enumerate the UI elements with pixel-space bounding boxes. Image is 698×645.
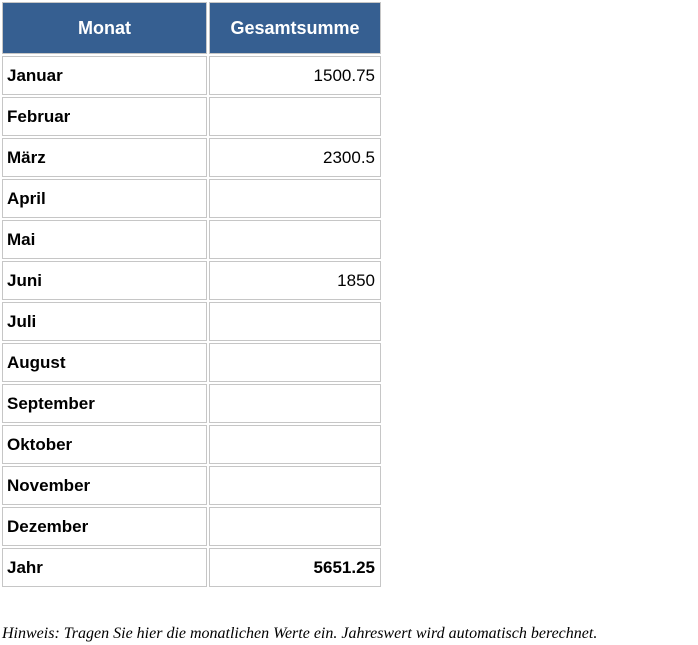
month-cell-mai: Mai xyxy=(2,220,207,259)
value-cell-august[interactable] xyxy=(209,343,381,382)
total-label-cell: Jahr xyxy=(2,548,207,587)
value-cell-april[interactable] xyxy=(209,179,381,218)
table-row xyxy=(2,179,381,218)
table-row xyxy=(2,343,381,382)
column-header-monat: Monat xyxy=(2,2,207,54)
value-cell-maerz[interactable]: 2300.5 xyxy=(209,138,381,177)
table-row xyxy=(2,384,381,423)
value-cell-januar[interactable]: 1500.75 xyxy=(209,56,381,95)
total-row xyxy=(2,548,381,587)
month-cell-november: November xyxy=(2,466,207,505)
month-cell-april: April xyxy=(2,179,207,218)
value-cell-september[interactable] xyxy=(209,384,381,423)
table-row xyxy=(2,97,381,136)
month-cell-august: August xyxy=(2,343,207,382)
value-cell-mai[interactable] xyxy=(209,220,381,259)
value-cell-dezember[interactable] xyxy=(209,507,381,546)
value-cell-juli[interactable] xyxy=(209,302,381,341)
month-cell-september: September xyxy=(2,384,207,423)
column-header-gesamtsumme: Gesamtsumme xyxy=(209,2,381,54)
value-cell-oktober[interactable] xyxy=(209,425,381,464)
table-row xyxy=(2,466,381,505)
month-cell-januar: Januar xyxy=(2,56,207,95)
value-cell-februar[interactable] xyxy=(209,97,381,136)
table-body xyxy=(2,56,381,587)
header-row xyxy=(2,2,381,54)
total-value-cell: 5651.25 xyxy=(209,548,381,587)
table-row xyxy=(2,138,381,177)
month-cell-juni: Juni xyxy=(2,261,207,300)
table-row xyxy=(2,220,381,259)
value-cell-juni[interactable]: 1850 xyxy=(209,261,381,300)
table-header xyxy=(2,2,381,54)
table-row xyxy=(2,425,381,464)
table-row xyxy=(2,56,381,95)
footer-note: Hinweis: Tragen Sie hier die monatlichen Werte ein. Jahreswert wird automatisch berechnet. xyxy=(2,625,598,642)
table-row xyxy=(2,261,381,300)
month-cell-februar: Februar xyxy=(2,97,207,136)
table-row xyxy=(2,302,381,341)
month-cell-oktober: Oktober xyxy=(2,425,207,464)
value-cell-november[interactable] xyxy=(209,466,381,505)
month-cell-dezember: Dezember xyxy=(2,507,207,546)
table-row xyxy=(2,507,381,546)
month-cell-maerz: März xyxy=(2,138,207,177)
month-cell-juli: Juli xyxy=(2,302,207,341)
